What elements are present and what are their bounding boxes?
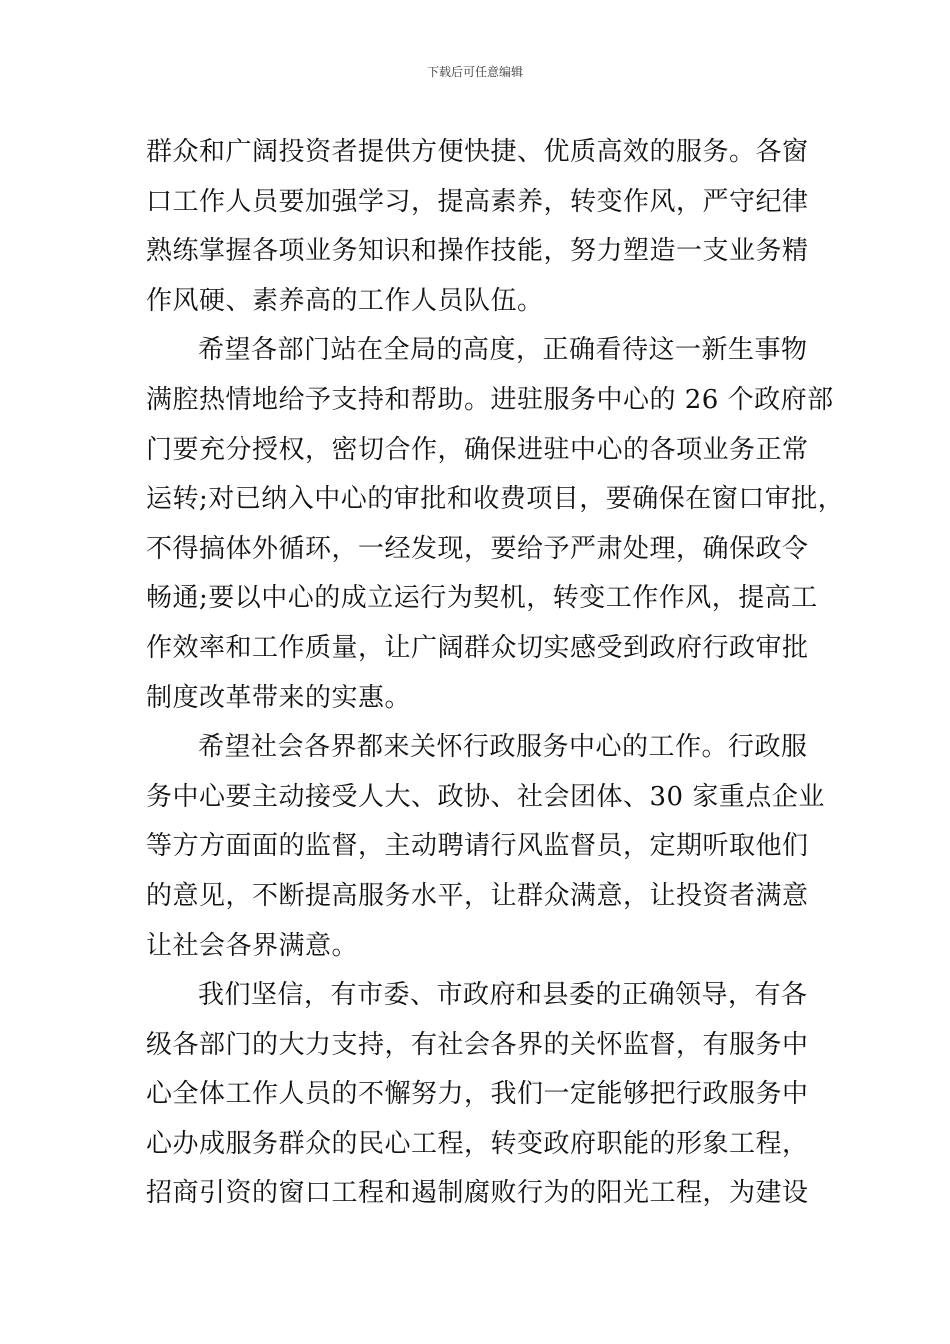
text-line: 希望各部门站在全局的高度，正确看待这一新生事物 (198, 335, 808, 366)
text-line: 级各部门的大力支持，有社会各界的关怀监督，有服务中 (146, 1029, 809, 1060)
text-line: 的意见，不断提高服务水平，让群众满意，让投资者满意 (146, 880, 809, 911)
text-line: 熟练掌握各项业务知识和操作技能，努力塑造一支业务精 (146, 236, 809, 267)
text-line: 招商引资的窗口工程和遏制腐败行为的阳光工程，为建设 (146, 1178, 809, 1209)
text-line: 口工作人员要加强学习，提高素养，转变作风，严守纪律 (146, 186, 809, 217)
text-line: 心办成服务群众的民心工程，转变政府职能的形象工程， (146, 1128, 809, 1159)
text-line: 务中心要主动接受人大、政协、社会团体、30 家重点企业 (146, 781, 825, 812)
text-line: 心全体工作人员的不懈努力，我们一定能够把行政服务中 (146, 1079, 809, 1110)
text-line: 希望社会各界都来关怀行政服务中心的工作。行政服 (198, 732, 808, 763)
text-line: 满腔热情地给予支持和帮助。进驻服务中心的 26 个政府部 (146, 384, 834, 415)
text-line: 作效率和工作质量，让广阔群众切实感受到政府行政审批 (146, 632, 809, 663)
paragraph-4 (146, 971, 846, 1219)
text-line: 让社会各界满意。 (146, 930, 359, 961)
text-line: 作风硬、素养高的工作人员队伍。 (146, 285, 544, 316)
text-line: 畅通;要以中心的成立运行为契机，转变工作作风，提高工 (146, 583, 818, 614)
paragraph-1 (146, 128, 846, 326)
paragraph-2 (146, 326, 846, 723)
text-line: 等方方面面的监督，主动聘请行风监督员，定期听取他们 (146, 831, 809, 862)
page-header-note: 下载后可任意编辑 (426, 65, 523, 79)
text-line: 不得搞体外循环，一经发现，要给予严肃处理，确保政令 (146, 533, 809, 564)
paragraph-3 (146, 723, 846, 971)
text-line: 群众和广阔投资者提供方便快捷、优质高效的服务。各窗 (146, 137, 809, 167)
text-line: 门要充分授权，密切合作，确保进驻中心的各项业务正常 (146, 434, 809, 465)
text-line: 运转;对已纳入中心的审批和收费项目，要确保在窗口审批， (146, 484, 845, 515)
document-body (146, 128, 846, 1219)
text-line: 制度改革带来的实惠。 (146, 682, 412, 713)
text-line: 我们坚信，有市委、市政府和县委的正确领导，有各 (198, 980, 808, 1011)
